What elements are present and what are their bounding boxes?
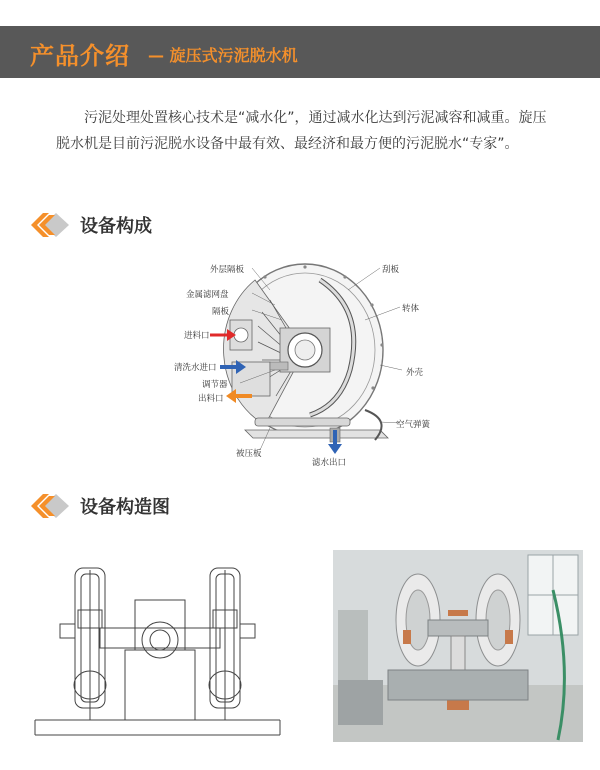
label-outlet: 出料口: [198, 394, 224, 404]
header-bar: [0, 26, 600, 78]
label-housing: 外壳: [406, 368, 424, 378]
page-title: 产品介绍: [30, 42, 130, 70]
label-air-spring: 空气弹簧: [396, 420, 431, 430]
label-inlet: 进料口: [184, 331, 210, 341]
section-title: 设备构成: [80, 216, 152, 237]
structure-drawing: [30, 560, 290, 740]
installed-machine-photo: [333, 550, 583, 742]
label-press-plate: 被压板: [236, 449, 262, 459]
label-filtrate-outlet: 滤水出口: [312, 458, 347, 468]
label-outer-plate: 外层隔板: [210, 265, 245, 275]
label-partition: 隔板: [212, 307, 230, 317]
front-view-line-drawing: [30, 560, 290, 740]
section-title: 设备构造图: [80, 497, 170, 518]
intro-paragraph: 污泥处理处置核心技术是“减水化”，通过减水化达到污泥减容和减重。旋压脱水机是目前污泥脱水设备中最有效、最经济和最方便的污泥脱水“专家”。: [56, 110, 547, 152]
label-rotor: 转体: [402, 304, 420, 314]
label-scraper: 刮板: [382, 265, 400, 275]
label-metal-disc: 金属滤网盘: [186, 290, 229, 300]
label-regulator: 调节器: [202, 380, 228, 390]
equipment-diagram: [170, 250, 450, 470]
equipment-photo: [333, 550, 583, 742]
label-wash-inlet: 清洗水进口: [174, 363, 217, 373]
rotary-press-illustration: [170, 250, 450, 470]
page-subtitle: — 旋压式污泥脱水机: [148, 46, 298, 65]
diamond-chevron-icon: [28, 210, 74, 240]
diamond-chevron-icon: [28, 491, 74, 521]
